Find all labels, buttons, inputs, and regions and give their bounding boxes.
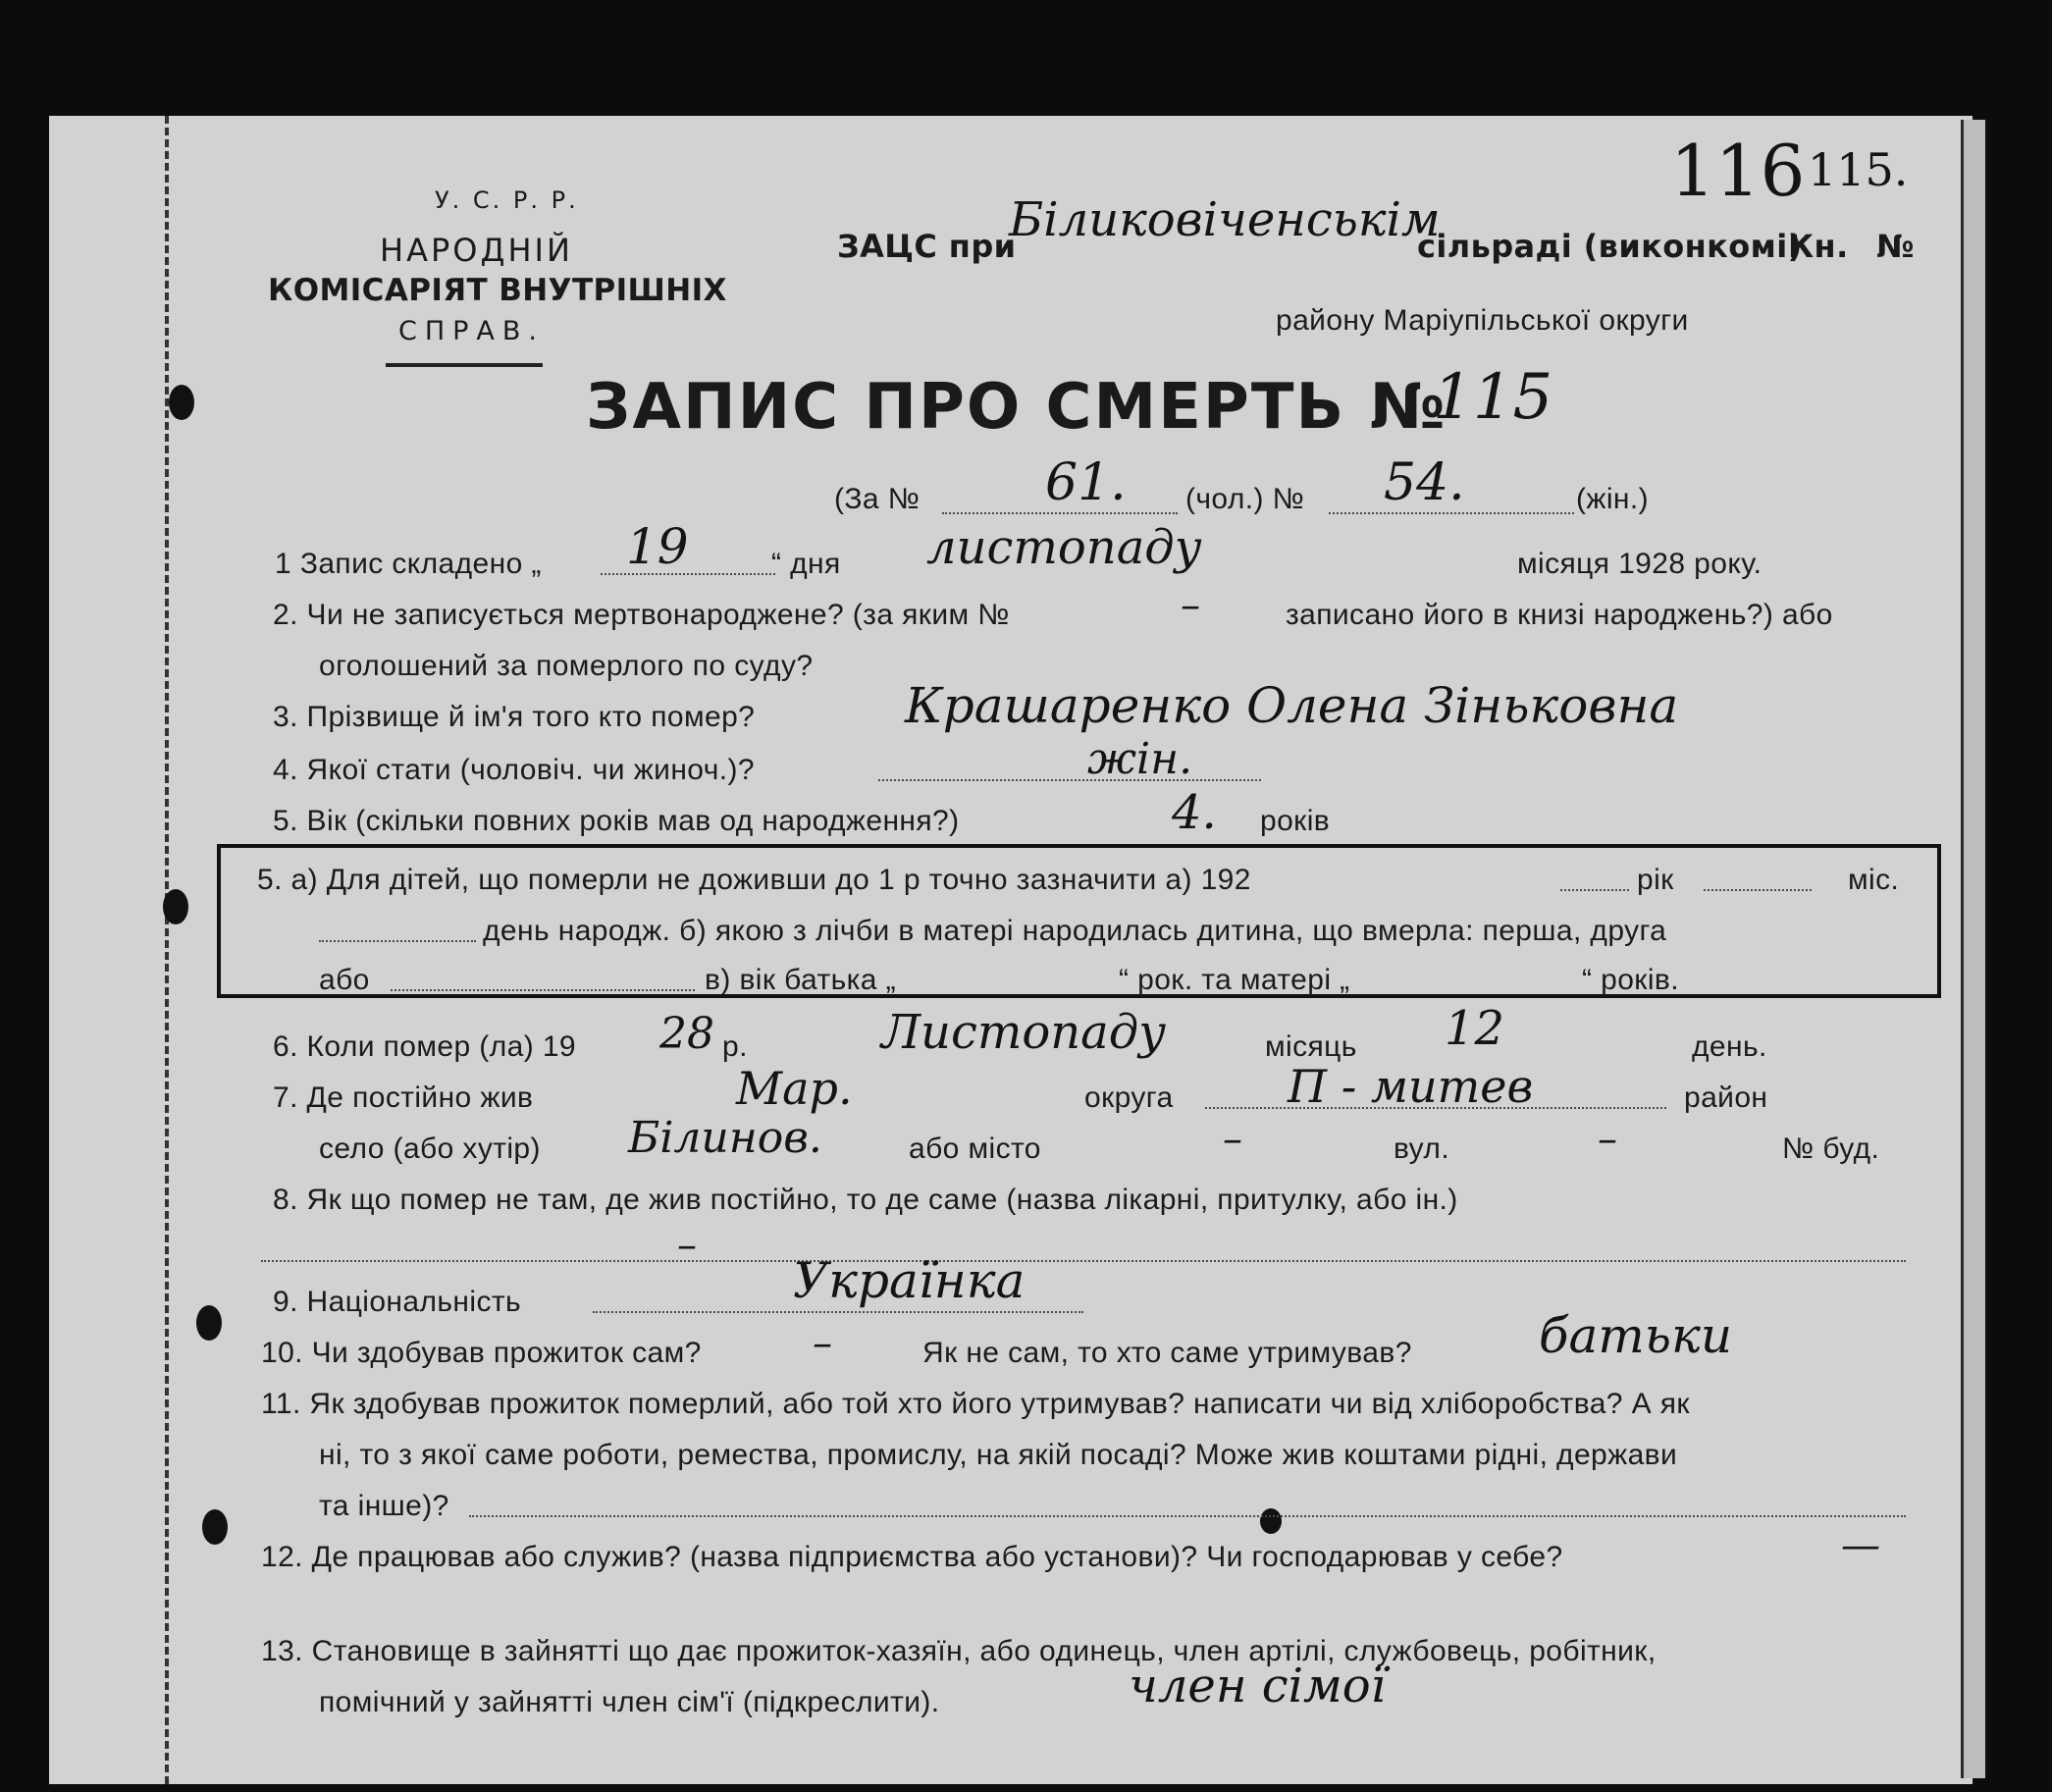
q10-label: 10. Чи здобував прожиток сам?	[261, 1337, 702, 1369]
supported-by: батьки	[1539, 1307, 1733, 1364]
q7-street-label: вул.	[1394, 1133, 1450, 1165]
page-number: 115.	[1808, 143, 1909, 196]
district-line: району Маріупільської округи	[1276, 304, 1689, 337]
dotted-line	[1560, 889, 1629, 891]
selrada-label: сільраді (виконкомі)	[1417, 228, 1803, 265]
q7-raion-label: район	[1684, 1081, 1768, 1114]
dotted-line	[593, 1311, 1083, 1313]
q6-month-label: місяць	[1265, 1030, 1357, 1063]
nationality: Українка	[793, 1252, 1026, 1309]
header-rule	[386, 363, 543, 367]
deceased-age: 4.	[1172, 785, 1217, 840]
death-day: 12	[1445, 1001, 1505, 1056]
q3-label: 3. Прізвище й ім'я того кто помер?	[273, 701, 756, 733]
q5-label: 5. Вік (скільки повних років мав од народження?)	[273, 805, 960, 837]
record-number: 115	[1433, 361, 1553, 434]
dotted-line	[319, 940, 476, 942]
binding-hole	[202, 1509, 228, 1545]
q6-day-label: день.	[1692, 1030, 1767, 1063]
perforation-line	[165, 116, 169, 1784]
self-support-answer: –	[813, 1321, 832, 1366]
q4-label: 4. Якої стати (чоловіч. чи жиноч.)?	[273, 754, 755, 786]
q10-supporter-label: Як не сам, то хто саме утримував?	[922, 1337, 1412, 1369]
q5-years-label: років	[1260, 805, 1331, 837]
q5a-year-label: рік	[1637, 864, 1674, 896]
book-label: Кн.	[1788, 228, 1849, 265]
commissariat-line-1: НАРОДНІЙ	[380, 232, 573, 269]
q7-house-label: № буд.	[1782, 1133, 1880, 1165]
q5a-birthday-label: день народж. б) якою з лічби в матері народилась дитина, що вмерла: перша, друга	[483, 915, 1667, 947]
residence-okruha: Мар.	[736, 1062, 853, 1115]
deceased-full-name: Крашаренко Олена Зіньковна	[905, 677, 1679, 734]
q9-label: 9. Національність	[273, 1286, 522, 1318]
dotted-line	[1329, 512, 1574, 514]
q8-label: 8. Як що помер не там, де жив постійно, то де саме (назва лікарні, притулку, або ін.)	[273, 1184, 1458, 1216]
page-title: ЗАПИС ПРО СМЕРТЬ №	[586, 371, 1447, 444]
q5a-or-label: або	[319, 964, 370, 996]
dotted-line	[261, 1260, 1906, 1262]
q7-label: 7. Де постійно жив	[273, 1081, 534, 1114]
commissariat-line-3: СПРАВ.	[398, 316, 546, 346]
q12-label: 12. Де працював або служив? (назва підприємства або установи)? Чи господарював у себе?	[261, 1541, 1563, 1573]
q11-label-cont: ні, то з якої саме роботи, ремества, промислу, на якій посаді? Може жив коштами рідні, держави	[319, 1439, 1678, 1471]
death-month: Листопаду	[881, 1005, 1167, 1060]
q13-label-cont: помічний у зайнятті член сім'ї (підкреслити).	[319, 1686, 940, 1718]
dotted-line	[942, 512, 1178, 514]
female-count-label: (жін.)	[1576, 483, 1650, 515]
record-month: листопаду	[926, 520, 1202, 575]
q1-year-label: місяця 1928 року.	[1517, 548, 1763, 580]
sheet-edge	[1961, 120, 1985, 1778]
zags-label: ЗАЦС при	[837, 228, 1017, 265]
q7-village-label: село (або хутір)	[319, 1133, 541, 1165]
stillborn-answer: –	[1181, 583, 1200, 628]
q1-label: 1 Запис складено „	[275, 548, 542, 580]
dotted-line	[1704, 889, 1812, 891]
deceased-sex: жін.	[1087, 734, 1193, 784]
dotted-line	[878, 779, 1261, 781]
q12-answer: —	[1841, 1523, 1880, 1568]
q7-okruha-label: округа	[1084, 1081, 1174, 1114]
binding-hole	[163, 889, 188, 924]
female-count: 54.	[1384, 453, 1465, 512]
dotted-line	[469, 1515, 1906, 1517]
male-count-label: (чол.) №	[1185, 483, 1305, 515]
count-open: (За №	[834, 483, 921, 515]
male-count: 61.	[1045, 453, 1127, 512]
commissariat-line-2: КОМІСАРІЯТ ВНУТРІШНІХ	[268, 273, 727, 308]
dotted-line	[391, 989, 695, 991]
record-day: 19	[626, 518, 689, 575]
residence-town: –	[1223, 1117, 1242, 1162]
q11-label: 11. Як здобував прожиток померлий, або той хто його утримував? написати чи від хліборобства? А як	[261, 1388, 1690, 1420]
q2-label-cont: записано його в книзі народжень?) або	[1286, 599, 1833, 631]
q5a-father-age-label: в) вік батька „	[705, 964, 897, 996]
q5a-month-label: міс.	[1848, 864, 1900, 896]
binding-hole	[169, 385, 194, 420]
q6-label: 6. Коли помер (ла) 19	[273, 1030, 576, 1063]
employment-status: член сімої	[1129, 1659, 1386, 1713]
residence-village: Білинов.	[628, 1113, 822, 1163]
republic-label: У. С. Р. Р.	[435, 186, 579, 214]
q13-label: 13. Становище в зайнятті що дає прожиток-хазяїн, або одинець, член артілі, службовець, робітник,	[261, 1635, 1657, 1667]
q7-town-label: або місто	[909, 1133, 1041, 1165]
death-place-answer: –	[677, 1223, 697, 1268]
q6-year-label: р.	[722, 1030, 748, 1063]
q5a-label: 5. а) Для дітей, що померли не доживши до 1 р точно зазначити а) 192	[257, 864, 1251, 896]
residence-street: –	[1598, 1117, 1617, 1162]
q5a-years-label: “ років.	[1582, 964, 1679, 996]
residence-raion: П - митев	[1288, 1060, 1534, 1113]
q5a-mother-age-label: “ рок. та матері „	[1119, 964, 1350, 996]
q2-label-end: оголошений за померлого по суду?	[319, 650, 814, 682]
q11-label-end: та інше)?	[319, 1490, 449, 1522]
village-name: Біликовіченськім	[1009, 192, 1441, 247]
q1-day-label: “ дня	[771, 548, 841, 580]
binding-hole	[196, 1305, 222, 1341]
ink-blot	[1260, 1508, 1282, 1534]
book-number-sign: №	[1876, 228, 1915, 265]
q2-label: 2. Чи не записується мертвонароджене? (за яким №	[273, 599, 1010, 631]
death-year: 28	[659, 1009, 714, 1059]
page-number-crossed: 116	[1670, 130, 1806, 212]
